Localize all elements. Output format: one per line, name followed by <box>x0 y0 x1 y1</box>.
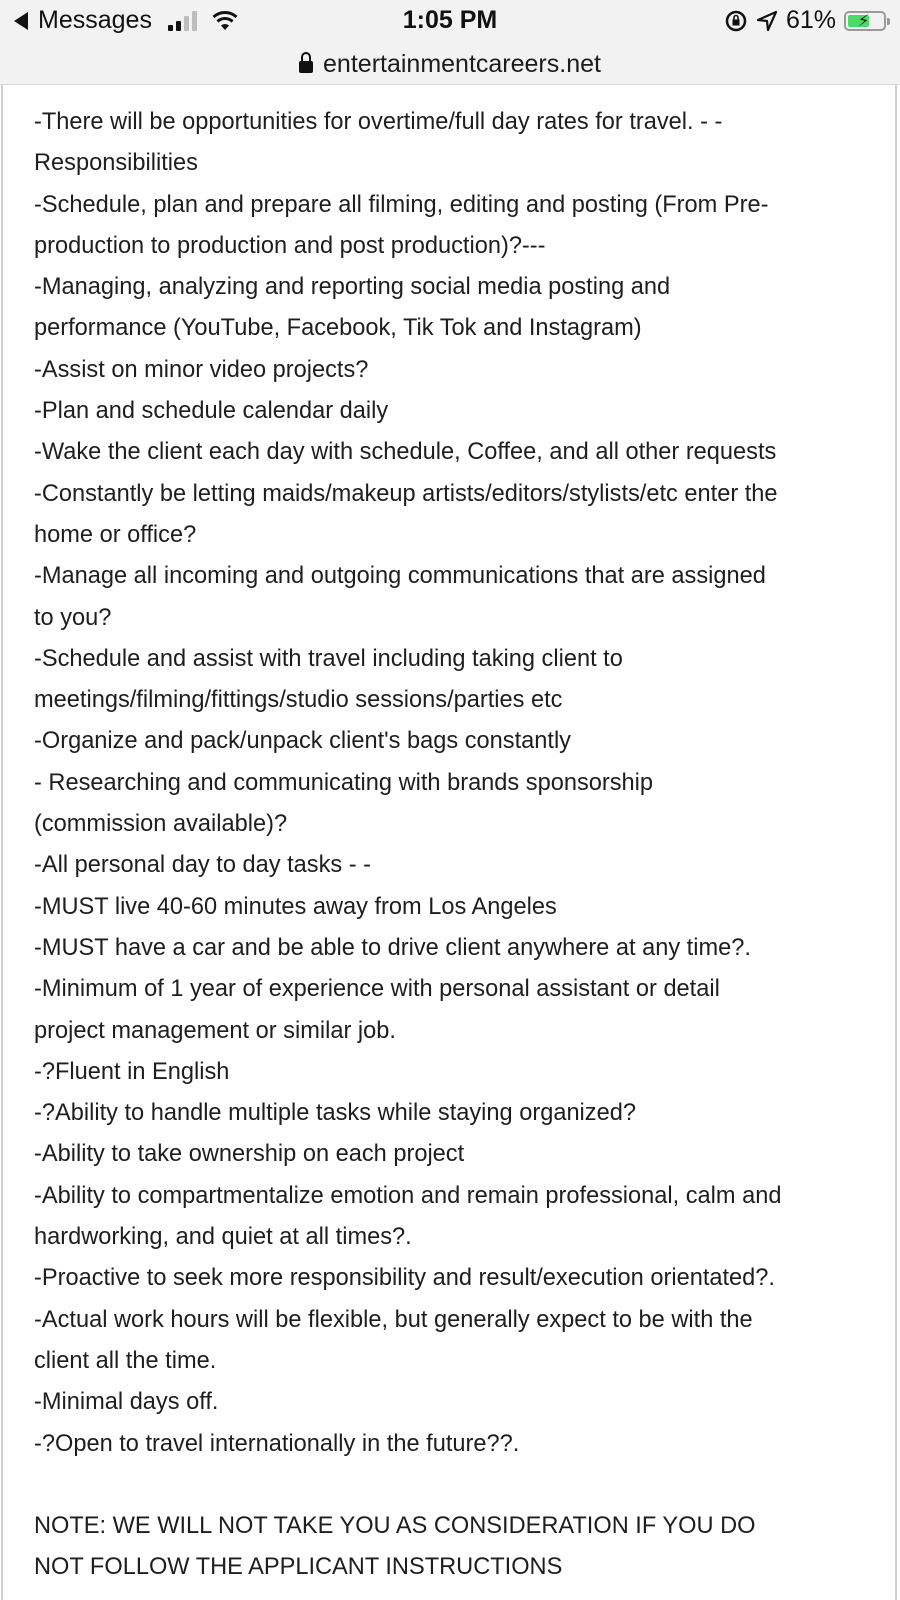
post-line: -Ability to take ownership on each project <box>34 1141 465 1168</box>
post-line: -?Ability to handle multiple tasks while staying organized? <box>34 1100 636 1127</box>
address-bar[interactable] <box>0 44 900 85</box>
post-line: -Managing, analyzing and reporting social media posting and <box>34 274 671 301</box>
post-line: -Organize and pack/unpack client's bags constantly <box>34 728 571 755</box>
post-line: -Actual work hours will be flexible, but generally expect to be with the <box>34 1306 753 1333</box>
post-line: project management or similar job. <box>34 1017 396 1044</box>
battery-icon <box>844 11 886 31</box>
post-line: -MUST live 40-60 minutes away from Los Angeles <box>34 893 557 920</box>
post-line: -MUST have a car and be able to drive client anywhere at any time?. <box>34 934 751 961</box>
post-line: -Ability to compartmentalize emotion and remain professional, calm and <box>34 1182 782 1209</box>
post-line: (commission available)? <box>34 811 288 838</box>
note-line: NOTE: WE WILL NOT TAKE YOU AS CONSIDERATION IF YOU DO <box>34 1513 756 1540</box>
post-line: production to production and post production)?--- <box>34 232 546 259</box>
post-line: -Assist on minor video projects? <box>34 356 369 383</box>
post-line: -Wake the client each day with schedule, Coffee, and all other requests <box>34 439 777 466</box>
paragraph-spacer <box>34 1465 874 1506</box>
orientation-lock-icon <box>724 9 748 33</box>
post-line: -Minimum of 1 year of experience with personal assistant or detail <box>34 976 720 1003</box>
post-line: to you? <box>34 604 112 631</box>
post-line: - Researching and communicating with brands sponsorship <box>34 769 654 796</box>
back-label: Messages <box>38 6 152 34</box>
lock-icon <box>299 61 313 73</box>
post-line: -Constantly be letting maids/makeup artists/editors/stylists/etc enter the <box>34 480 778 507</box>
post-line: -There will be opportunities for overtime/full day rates for travel. - - <box>34 109 723 135</box>
post-line: client all the time. <box>34 1347 217 1374</box>
post-line: -Minimal days off. <box>34 1389 219 1416</box>
post-line: -Schedule, plan and prepare all filming, editing and posting (From Pre- <box>34 191 769 218</box>
post-line: performance (YouTube, Facebook, Tik Tok and Instagram) <box>34 315 642 342</box>
site-domain: entertainmentcareers.net <box>323 49 601 78</box>
post-line: -All personal day to day tasks - - <box>34 852 372 879</box>
post-line: Responsibilities <box>34 150 198 177</box>
post-line: -Plan and schedule calendar daily <box>34 398 389 425</box>
clock: 1:05 PM <box>402 6 498 34</box>
right-status-group <box>724 6 886 35</box>
job-post-body <box>34 102 874 1589</box>
post-line: -?Fluent in English <box>34 1058 230 1085</box>
status-bar <box>0 0 900 44</box>
post-line: -Manage all incoming and outgoing communications that are assigned <box>34 563 766 590</box>
post-line: hardworking, and quiet at all times?. <box>34 1224 412 1251</box>
location-arrow-icon <box>756 10 778 32</box>
post-line: home or office? <box>34 521 197 548</box>
charging-bolt-icon: ⚡ <box>858 12 870 30</box>
battery-percent: 61% <box>785 6 836 34</box>
post-line: -Proactive to seek more responsibility and result/execution orientated?. <box>34 1265 775 1292</box>
note-line: NOT FOLLOW THE APPLICANT INSTRUCTIONS <box>34 1554 563 1581</box>
post-line: -?Open to travel internationally in the future??. <box>34 1430 520 1457</box>
post-line: -Schedule and assist with travel including taking client to <box>34 645 623 672</box>
post-line: meetings/filming/fittings/studio sessions/parties etc <box>34 687 563 714</box>
